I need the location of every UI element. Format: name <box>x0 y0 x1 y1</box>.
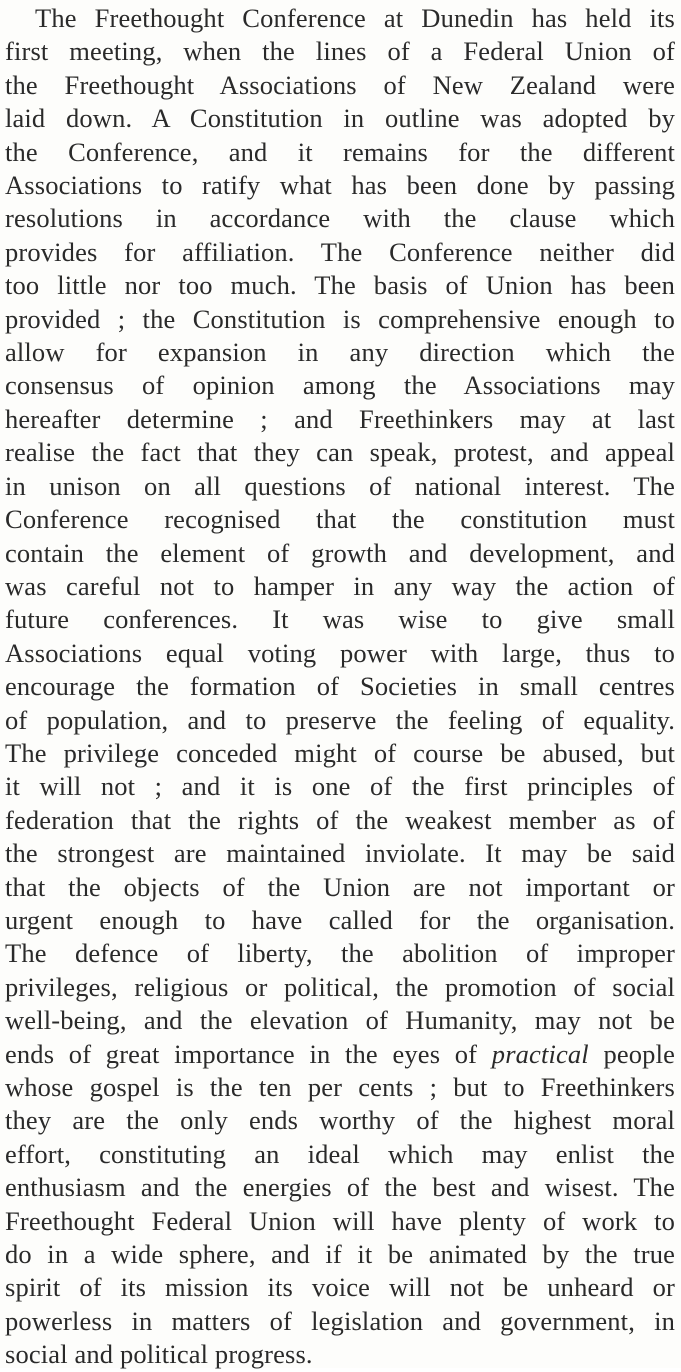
text-line: social and political progress. <box>5 1339 313 1370</box>
text-line: Freethought Federal Union will have plenty of work to <box>5 1205 675 1236</box>
text-line: future conferences. It was wise to give small <box>5 604 675 635</box>
text-line: contain the element of growth and development, and <box>5 537 675 568</box>
text-line: of population, and to preserve the feeling of equality. <box>5 704 675 735</box>
text-line: too little nor too much. The basis of Union has been <box>5 270 675 301</box>
text-line-with-italic <box>5 1038 675 1071</box>
text-line: enthusiasm and the energies of the best and wisest. The <box>5 1172 675 1203</box>
text-line: privileges, religious or political, the promotion of social <box>5 971 675 1002</box>
text-line: realise the fact that they can speak, protest, and appeal <box>5 437 675 468</box>
text-line: Conference recognised that the constitution must <box>5 504 675 535</box>
text-line: do in a wide sphere, and if it be animated by the true <box>5 1239 675 1270</box>
text-line: laid down. A Constitution in outline was adopted by <box>5 103 675 134</box>
text-line: federation that the rights of the weakest member as of <box>5 804 675 835</box>
text-line: well-being, and the elevation of Humanity, may not be <box>5 1005 675 1036</box>
text-line: effort, constituting an ideal which may enlist the <box>5 1138 675 1169</box>
text-line: provides for affiliation. The Conference neither did <box>5 236 675 267</box>
text-line: Associations equal voting power with large, thus to <box>5 637 675 668</box>
text-line: provided ; the Constitution is comprehensive enough to <box>5 303 675 334</box>
text-line: Associations to ratify what has been done by passing <box>5 170 675 201</box>
text-line: it will not ; and it is one of the first principles of <box>5 771 675 802</box>
text-line: The Freethought Conference at Dunedin has held its <box>35 3 675 33</box>
text-line: first meeting, when the lines of a Federal Union of <box>5 36 675 67</box>
text-line: consensus of opinion among the Associations may <box>5 370 675 401</box>
text-line: the strongest are maintained inviolate. It may be said <box>5 838 675 869</box>
text-line: hereafter determine ; and Freethinkers may at last <box>5 403 675 434</box>
text-line: was careful not to hamper in any way the action of <box>5 570 675 601</box>
text-line: The privilege conceded might of course be abused, but <box>5 737 675 768</box>
text-line: resolutions in accordance with the clause which <box>5 203 675 234</box>
text-line: in unison on all questions of national interest. The <box>5 470 675 501</box>
article-body <box>5 2 675 1372</box>
text-line: encourage the formation of Societies in small centres <box>5 671 675 702</box>
text-segment: ends of great importance in the eyes of <box>5 1038 492 1069</box>
italic-word: practical <box>491 1038 589 1069</box>
text-line: spirit of its mission its voice will not be unheard or <box>5 1272 675 1303</box>
text-segment: people <box>588 1038 675 1069</box>
text-line: allow for expansion in any direction which the <box>5 337 675 368</box>
text-line: they are the only ends worthy of the highest moral <box>5 1105 675 1136</box>
text-line: powerless in matters of legislation and government, in <box>5 1305 675 1336</box>
text-line: The defence of liberty, the abolition of improper <box>5 938 675 969</box>
text-line: the Conference, and it remains for the different <box>5 136 675 167</box>
text-line: urgent enough to have called for the organisation. <box>5 904 675 935</box>
text-line: the Freethought Associations of New Zealand were <box>5 69 675 100</box>
text-line: whose gospel is the ten per cents ; but to Freethinkers <box>5 1072 675 1102</box>
text-line: that the objects of the Union are not important or <box>5 871 675 902</box>
